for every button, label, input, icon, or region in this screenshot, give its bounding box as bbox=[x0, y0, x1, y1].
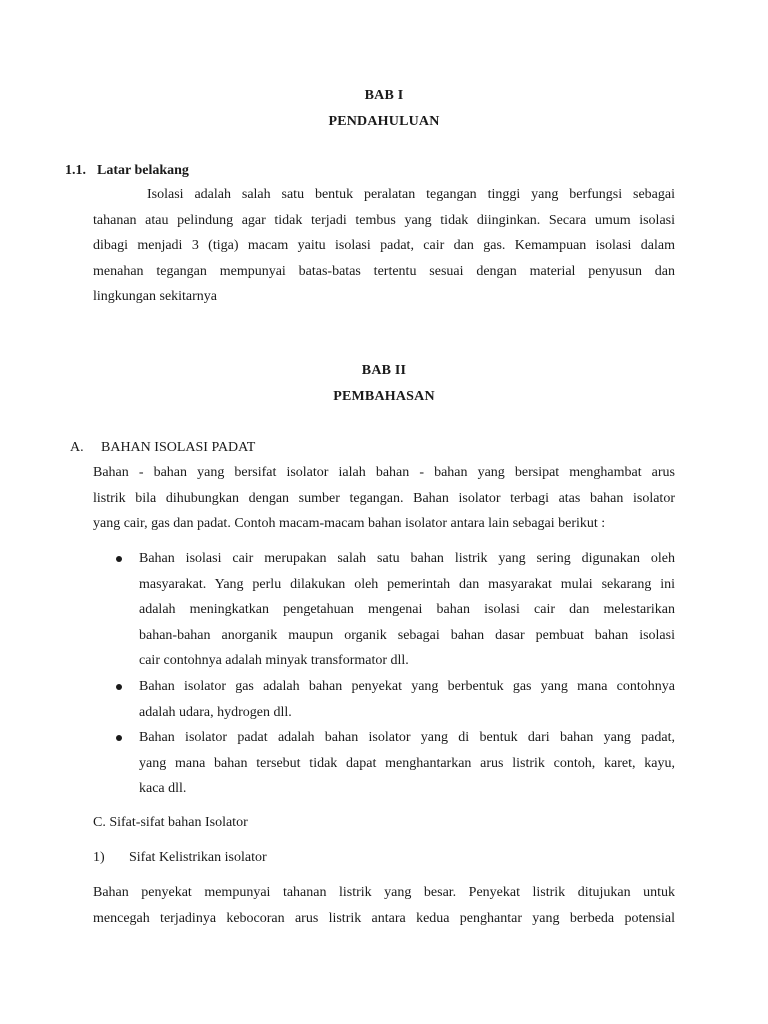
section-a-heading: BAHAN ISOLASI PADAT bbox=[101, 440, 256, 455]
bullet-line: cair contohnya adalah minyak transformator dll. bbox=[139, 653, 409, 668]
bullet-line: yang mana bahan tersebut tidak dapat menghantarkan arus listrik contoh, karet, kayu, bbox=[139, 755, 675, 771]
bullet-line: bahan-bahan anorganik maupun organik sebagai bahan dasar pembuat bahan isolasi bbox=[139, 627, 675, 643]
bab1-subtitle: PENDAHULUAN bbox=[328, 114, 440, 129]
bullet-line: masyarakat. Yang perlu dilakukan oleh pemerintah dan masyarakat mulai sekarang ini bbox=[139, 576, 675, 592]
latar-number: 1.1. bbox=[65, 163, 86, 178]
section-c-line: mencegah terjadinya kebocoran arus listrik antara kedua penghantar yang berbeda potensial bbox=[93, 910, 675, 926]
section-a-letter: A. bbox=[70, 440, 84, 455]
section-c-paragraph bbox=[93, 880, 675, 931]
section-a-line: Bahan - bahan yang bersifat isolator ialah bahan - bahan yang bersipat menghambat arus bbox=[93, 465, 675, 480]
section-a-line: yang cair, gas dan padat. Contoh macam-macam bahan isolator antara lain sebagai berikut : bbox=[93, 516, 606, 531]
bab2-title: BAB II bbox=[361, 363, 407, 378]
bullet-line: Bahan isolator padat adalah bahan isolator yang di bentuk dari bahan yang padat, bbox=[139, 730, 675, 745]
section-a-paragraph bbox=[93, 460, 675, 537]
bab2-subtitle: PEMBAHASAN bbox=[333, 389, 435, 404]
bullet-line: adalah meningkatkan pengetahuan mengenai bahan isolasi cair dan melestarikan bbox=[139, 602, 675, 617]
latar-line: tahanan atau pelindung agar tidak terjadi tembus yang tidak diinginkan. Secara umum isolasi bbox=[93, 212, 675, 228]
latar-line: lingkungan sekitarnya bbox=[93, 289, 218, 304]
sub-heading: Sifat Kelistrikan isolator bbox=[129, 850, 267, 865]
bullet-item bbox=[139, 546, 675, 674]
bullet-line: Bahan isolator gas adalah bahan penyekat yang berbentuk gas yang mana contohnya bbox=[139, 679, 675, 694]
latar-paragraph bbox=[93, 182, 675, 310]
bullet-dot bbox=[116, 556, 122, 562]
latar-line: Isolasi adalah salah satu bentuk peralatan tegangan tinggi yang berfungsi sebagai bbox=[147, 187, 675, 202]
section-c-heading: C. Sifat-sifat bahan Isolator bbox=[93, 815, 248, 830]
latar-line: dibagi menjadi 3 (tiga) macam yaitu isolasi padat, cair dan gas. Kemampuan isolasi dalam bbox=[93, 238, 675, 253]
sub-number: 1) bbox=[93, 850, 105, 865]
latar-line: menahan tegangan mempunyai batas-batas tertentu sesuai dengan material penyusun dan bbox=[93, 263, 675, 279]
bullet-item bbox=[139, 674, 675, 725]
latar-heading: Latar belakang bbox=[97, 163, 189, 178]
bullet-dot bbox=[116, 684, 122, 690]
section-a-line: listrik bila dihubungkan dengan sumber tegangan. Bahan isolator terbagi atas bahan isolator bbox=[93, 490, 675, 506]
bullet-line: kaca dll. bbox=[139, 781, 187, 796]
bullet-item bbox=[139, 725, 675, 802]
bullet-line: adalah udara, hydrogen dll. bbox=[139, 704, 292, 720]
bullet-dot bbox=[116, 735, 122, 741]
bab1-title: BAB I bbox=[364, 88, 404, 103]
bullet-line: Bahan isolasi cair merupakan salah satu bahan listrik yang sering digunakan oleh bbox=[139, 551, 675, 566]
section-c-line: Bahan penyekat mempunyai tahanan listrik yang besar. Penyekat listrik ditujukan untuk bbox=[93, 885, 675, 900]
